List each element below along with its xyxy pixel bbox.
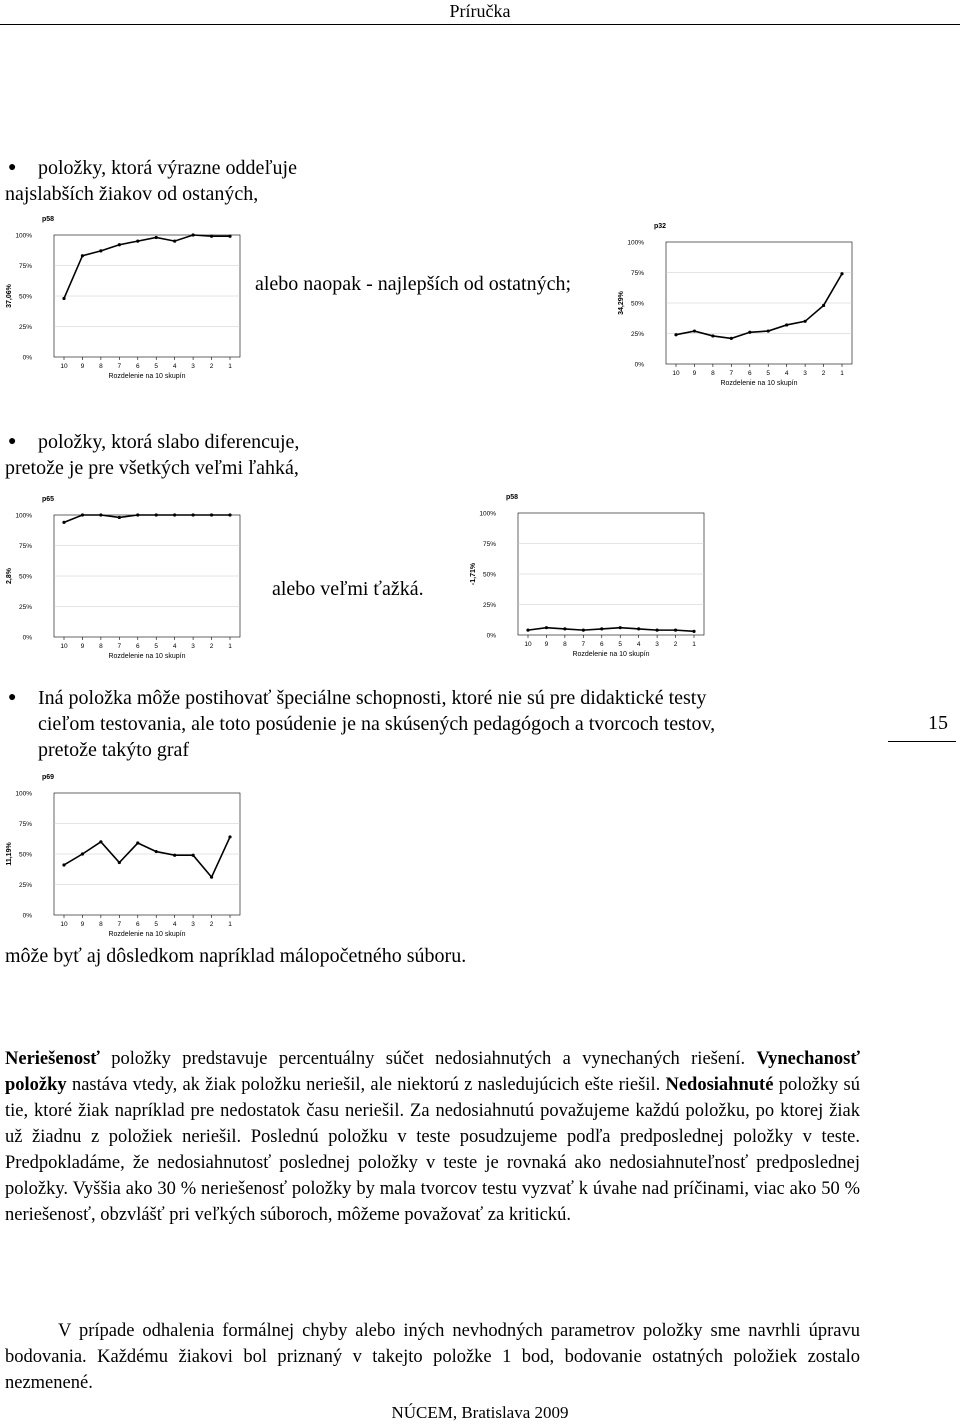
chart-svg bbox=[0, 485, 250, 662]
x-tick-label: 8 bbox=[563, 641, 567, 648]
y-tick-label: 75% bbox=[482, 541, 496, 548]
data-point bbox=[136, 240, 139, 243]
x-tick-label: 5 bbox=[154, 363, 159, 370]
y-tick-label: 0% bbox=[22, 634, 32, 642]
term-nedosiahnute: Nedosiahnuté bbox=[665, 1075, 774, 1095]
data-point bbox=[619, 626, 622, 629]
data-point bbox=[118, 516, 121, 519]
x-tick-label: 3 bbox=[191, 363, 195, 370]
data-point bbox=[545, 626, 548, 629]
chart-title: p65 bbox=[42, 496, 55, 503]
x-tick-label: 2 bbox=[209, 363, 214, 370]
x-tick-label: 1 bbox=[228, 921, 232, 928]
data-point bbox=[526, 629, 529, 632]
bullet2-line1: položky, ktorá slabo diferencuje, bbox=[38, 431, 300, 453]
chart-p32 bbox=[612, 212, 862, 389]
data-point bbox=[748, 331, 751, 334]
bullet-icon: ● bbox=[8, 690, 17, 705]
data-point bbox=[582, 629, 585, 632]
x-tick-label: 4 bbox=[784, 370, 789, 377]
x-tick-label: 8 bbox=[99, 921, 103, 928]
paragraph1-text-b: nastáva vtedy, ak žiak položku neriešil, ale niektorú z nasledujúcich ešte riešil. bbox=[66, 1075, 666, 1095]
x-tick-label: 1 bbox=[692, 641, 696, 648]
data-point bbox=[99, 249, 102, 252]
x-tick-label: 6 bbox=[747, 370, 752, 377]
y-tick-label: 50% bbox=[482, 571, 496, 579]
y-tick-label: 50% bbox=[18, 851, 32, 859]
data-point bbox=[155, 850, 158, 853]
chart-ylabel: 34,29% bbox=[618, 291, 625, 315]
page-number-rule bbox=[888, 741, 956, 742]
x-tick-label: 2 bbox=[673, 641, 678, 648]
bullet2-continuation: alebo veľmi ťažká. bbox=[272, 578, 424, 600]
chart-p69 bbox=[0, 763, 250, 940]
x-tick-label: 8 bbox=[99, 363, 103, 370]
bullet2-line2: pretože je pre všetkých veľmi ľahká, bbox=[5, 457, 299, 479]
x-tick-label: 6 bbox=[135, 363, 140, 370]
x-tick-label: 7 bbox=[581, 641, 586, 648]
bullet1-line2: najslabších žiakov od ostaných, bbox=[5, 183, 259, 205]
y-tick-label: 100% bbox=[479, 510, 496, 518]
x-tick-label: 3 bbox=[191, 643, 195, 650]
data-point bbox=[81, 254, 84, 257]
x-tick-label: 10 bbox=[60, 643, 68, 650]
data-point bbox=[656, 629, 659, 632]
data-point bbox=[767, 329, 770, 332]
data-point bbox=[99, 840, 102, 843]
data-point bbox=[192, 513, 195, 516]
data-point bbox=[118, 861, 121, 864]
y-tick-label: 0% bbox=[22, 354, 32, 362]
data-point bbox=[804, 320, 807, 323]
paragraph-nonresponse bbox=[5, 1046, 860, 1228]
y-tick-label: 75% bbox=[18, 543, 32, 550]
data-point bbox=[192, 233, 195, 236]
chart-title: p69 bbox=[42, 774, 55, 781]
series-line bbox=[64, 515, 230, 522]
chart-svg bbox=[612, 212, 862, 389]
data-point bbox=[62, 297, 65, 300]
data-point bbox=[840, 272, 843, 275]
x-tick-label: 9 bbox=[80, 363, 85, 370]
term-vynechanost: Vynechanosť položky bbox=[5, 1049, 861, 1095]
bullet3-line2: cieľom testovania, ale toto posúdenie je na skúsených pedagógoch a tvorcoch testov, bbox=[38, 713, 716, 735]
data-point bbox=[99, 513, 102, 516]
chart-xlabel: Rozdelenie na 10 skupín bbox=[108, 653, 186, 660]
x-tick-label: 5 bbox=[766, 370, 771, 377]
x-tick-label: 5 bbox=[154, 921, 159, 928]
x-tick-label: 6 bbox=[135, 643, 140, 650]
data-point bbox=[62, 863, 65, 866]
paragraph1-text-a: položky predstavuje percentuálny súčet nedosiahnutých a vynechaných riešení. bbox=[99, 1049, 746, 1069]
y-tick-label: 50% bbox=[18, 573, 32, 581]
page-footer: NÚCEM, Bratislava 2009 bbox=[391, 1403, 569, 1422]
bullet1-line1: položky, ktorá výrazne oddeľuje bbox=[38, 157, 297, 179]
header-rule bbox=[0, 24, 960, 25]
x-tick-label: 3 bbox=[803, 370, 807, 377]
chart-ylabel: 37,06% bbox=[6, 284, 13, 308]
data-point bbox=[210, 513, 213, 516]
x-tick-label: 5 bbox=[154, 643, 159, 650]
x-tick-label: 4 bbox=[636, 641, 641, 648]
y-tick-label: 100% bbox=[15, 232, 32, 240]
x-tick-label: 10 bbox=[672, 370, 680, 377]
x-tick-label: 8 bbox=[711, 370, 715, 377]
chart-title: p32 bbox=[654, 223, 667, 230]
data-point bbox=[173, 240, 176, 243]
chart-svg bbox=[464, 483, 714, 660]
x-tick-label: 4 bbox=[172, 643, 177, 650]
data-point bbox=[637, 627, 640, 630]
x-tick-label: 9 bbox=[692, 370, 697, 377]
x-tick-label: 9 bbox=[544, 641, 549, 648]
x-tick-label: 2 bbox=[821, 370, 826, 377]
chart-svg bbox=[0, 205, 250, 382]
data-point bbox=[155, 513, 158, 516]
data-point bbox=[173, 854, 176, 857]
term-neriesenost: Neriešenosť bbox=[5, 1049, 100, 1069]
data-point bbox=[81, 852, 84, 855]
y-tick-label: 25% bbox=[482, 602, 496, 609]
data-point bbox=[62, 521, 65, 524]
data-point bbox=[118, 243, 121, 246]
x-tick-label: 4 bbox=[172, 363, 177, 370]
x-tick-label: 5 bbox=[618, 641, 623, 648]
y-tick-label: 50% bbox=[18, 293, 32, 301]
y-tick-label: 0% bbox=[634, 361, 644, 369]
chart-title: p58 bbox=[42, 216, 55, 223]
x-tick-label: 9 bbox=[80, 921, 85, 928]
series-line bbox=[64, 235, 230, 298]
data-point bbox=[136, 841, 139, 844]
data-point bbox=[228, 513, 231, 516]
y-tick-label: 50% bbox=[630, 300, 644, 308]
chart-ylabel: 11,19% bbox=[6, 842, 13, 866]
x-tick-label: 10 bbox=[524, 641, 532, 648]
bullet3-after: môže byť aj dôsledkom napríklad málopočetného súboru. bbox=[5, 945, 467, 967]
y-tick-label: 75% bbox=[18, 821, 32, 828]
x-tick-label: 9 bbox=[80, 643, 85, 650]
chart-p58-a bbox=[0, 205, 250, 382]
x-tick-label: 7 bbox=[729, 370, 734, 377]
y-tick-label: 25% bbox=[18, 882, 32, 889]
y-tick-label: 75% bbox=[630, 270, 644, 277]
x-tick-label: 7 bbox=[117, 921, 122, 928]
data-point bbox=[693, 329, 696, 332]
y-tick-label: 100% bbox=[15, 512, 32, 520]
y-tick-label: 0% bbox=[486, 632, 496, 640]
paragraph-scoring: V prípade odhalenia formálnej chyby alebo iných nevhodných parametrov položky sme navrhli úpravu bodovania. Každému žiakovi bol priznaný v takejto položke 1 bod, bodovanie ostatných položiek zostalo nezmenené. bbox=[5, 1321, 860, 1393]
x-tick-label: 10 bbox=[60, 363, 68, 370]
y-tick-label: 0% bbox=[22, 912, 32, 920]
x-tick-label: 6 bbox=[135, 921, 140, 928]
data-point bbox=[136, 513, 139, 516]
series-line bbox=[64, 837, 230, 877]
x-tick-label: 4 bbox=[172, 921, 177, 928]
chart-xlabel: Rozdelenie na 10 skupín bbox=[572, 651, 650, 658]
data-point bbox=[228, 835, 231, 838]
x-tick-label: 7 bbox=[117, 363, 122, 370]
chart-p58-b bbox=[464, 483, 714, 660]
y-tick-label: 100% bbox=[627, 239, 644, 247]
chart-svg bbox=[0, 763, 250, 940]
page-number: 15 bbox=[928, 712, 948, 734]
data-point bbox=[563, 627, 566, 630]
x-tick-label: 8 bbox=[99, 643, 103, 650]
chart-xlabel: Rozdelenie na 10 skupín bbox=[108, 931, 186, 938]
bullet3-line3: pretože takýto graf bbox=[38, 739, 190, 761]
chart-ylabel: 2,8% bbox=[6, 568, 13, 584]
data-point bbox=[210, 235, 213, 238]
data-point bbox=[155, 236, 158, 239]
x-tick-label: 3 bbox=[655, 641, 659, 648]
page-header: Príručka bbox=[449, 1, 511, 21]
x-tick-label: 1 bbox=[228, 363, 232, 370]
data-point bbox=[674, 629, 677, 632]
data-point bbox=[173, 513, 176, 516]
data-point bbox=[210, 876, 213, 879]
data-point bbox=[674, 333, 677, 336]
series-line bbox=[528, 628, 694, 632]
data-point bbox=[81, 513, 84, 516]
x-tick-label: 2 bbox=[209, 643, 214, 650]
y-tick-label: 100% bbox=[15, 790, 32, 798]
chart-ylabel: -1,71% bbox=[470, 562, 477, 586]
x-tick-label: 1 bbox=[228, 643, 232, 650]
series-line bbox=[676, 274, 842, 339]
data-point bbox=[692, 630, 695, 633]
bullet3-line1: Iná položka môže postihovať špeciálne schopnosti, ktoré nie sú pre didaktické testy bbox=[38, 687, 707, 709]
chart-title: p58 bbox=[506, 494, 519, 501]
y-tick-label: 25% bbox=[18, 324, 32, 331]
y-tick-label: 25% bbox=[630, 331, 644, 338]
data-point bbox=[192, 854, 195, 857]
paragraph1-text-c: položky sú tie, ktoré žiak napríklad pre nedostatok času neriešil. Za nedosiahnutú považujeme každú položku, po ktorej žiak už žiadnu z položiek neriešil. Poslednú položku v teste posudzujeme podľa predposlednej položky v teste. Predpokladáme, že nedosiahnutosť poslednej položky v teste je rovnaká ako nedosiahnuteľnosť predposlednej položky. Vyššia ako 30 % neriešenosť položky by mala tvorcov testu vyzvať k úvahe nad príčinami, viac ako 50 % neriešenosť, obzvlášť pri veľkých súboroch, môžeme považovať za kritickú. bbox=[5, 1075, 860, 1225]
data-point bbox=[600, 627, 603, 630]
chart-p65 bbox=[0, 485, 250, 662]
data-point bbox=[228, 235, 231, 238]
data-point bbox=[822, 304, 825, 307]
data-point bbox=[730, 337, 733, 340]
x-tick-label: 3 bbox=[191, 921, 195, 928]
x-tick-label: 6 bbox=[599, 641, 604, 648]
bullet-icon: ● bbox=[8, 160, 17, 175]
chart-xlabel: Rozdelenie na 10 skupín bbox=[720, 380, 798, 387]
data-point bbox=[785, 323, 788, 326]
x-tick-label: 7 bbox=[117, 643, 122, 650]
data-point bbox=[711, 334, 714, 337]
y-tick-label: 25% bbox=[18, 604, 32, 611]
bullet1-continuation: alebo naopak - najlepších od ostatných; bbox=[255, 273, 572, 295]
x-tick-label: 2 bbox=[209, 921, 214, 928]
chart-xlabel: Rozdelenie na 10 skupín bbox=[108, 373, 186, 380]
bullet-icon: ● bbox=[8, 434, 17, 449]
x-tick-label: 1 bbox=[840, 370, 844, 377]
x-tick-label: 10 bbox=[60, 921, 68, 928]
y-tick-label: 75% bbox=[18, 263, 32, 270]
